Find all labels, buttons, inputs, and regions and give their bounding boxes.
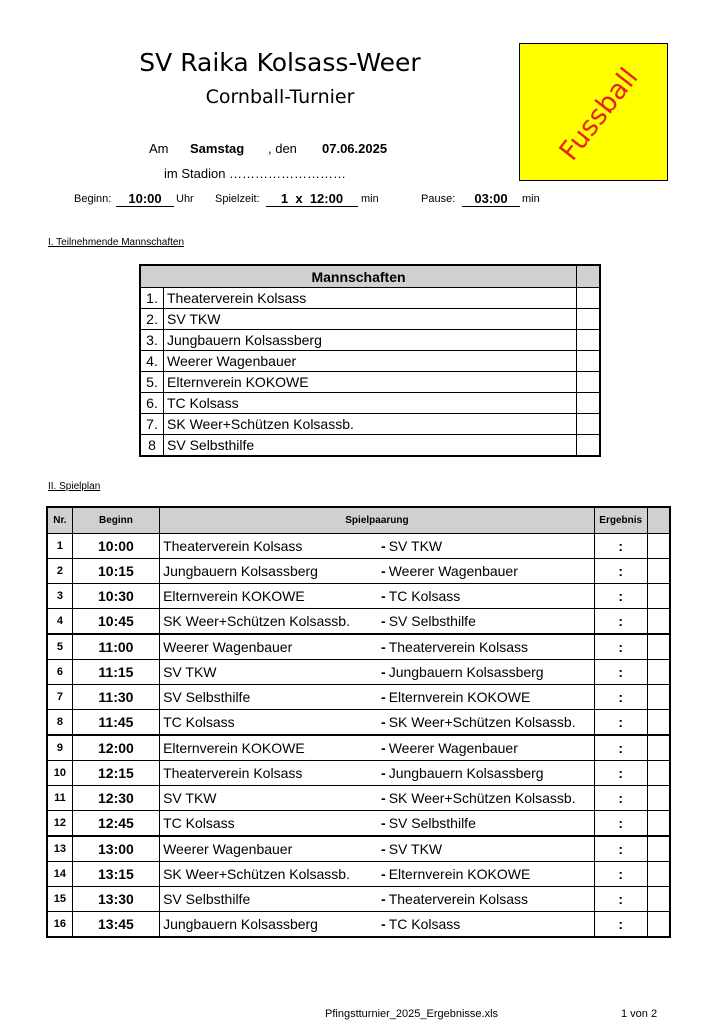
match-row: [47, 634, 670, 660]
schedule-table: [46, 506, 671, 938]
match-time: 12:45: [72, 811, 159, 837]
away-team: TC Kolsass: [386, 912, 595, 938]
home-team: SK Weer+Schützen Kolsassb.: [160, 862, 378, 887]
team-number: 3.: [140, 330, 164, 351]
match-time: 12:00: [72, 735, 159, 761]
match-number: 2: [47, 559, 72, 584]
team-name: Weerer Wagenbauer: [164, 351, 577, 372]
match-separator: -: [378, 534, 386, 559]
home-team: Weerer Wagenbauer: [160, 634, 378, 660]
match-time: 13:30: [72, 887, 159, 912]
match-time: 10:30: [72, 584, 159, 609]
match-row: [47, 559, 670, 584]
result-field[interactable]: :: [594, 786, 647, 811]
min-label-2: min: [522, 193, 540, 205]
away-team: Weerer Wagenbauer: [386, 559, 595, 584]
home-team: SV Selbsthilfe: [160, 887, 378, 912]
result-field[interactable]: :: [594, 836, 647, 862]
match-separator: -: [378, 912, 386, 938]
team-name: Jungbauern Kolsassberg: [164, 330, 577, 351]
result-extra-cell: [647, 634, 670, 660]
match-separator: -: [378, 584, 386, 609]
match-row: [47, 660, 670, 685]
result-extra-cell: [647, 836, 670, 862]
match-separator: -: [378, 887, 386, 912]
team-name: TC Kolsass: [164, 393, 577, 414]
sport-badge: [519, 43, 668, 181]
result-field[interactable]: :: [594, 534, 647, 559]
team-name: Elternverein KOKOWE: [164, 372, 577, 393]
result-extra-cell: [647, 887, 670, 912]
match-time: 13:00: [72, 836, 159, 862]
home-team: Jungbauern Kolsassberg: [160, 912, 378, 938]
match-time: 11:00: [72, 634, 159, 660]
event-date: 07.06.2025: [322, 141, 388, 156]
event-day: Samstag: [190, 141, 245, 156]
team-number: 7.: [140, 414, 164, 435]
match-separator: -: [378, 609, 386, 635]
match-number: 10: [47, 761, 72, 786]
match-time: 10:00: [72, 534, 159, 559]
match-number: 16: [47, 912, 72, 938]
match-separator: -: [378, 811, 386, 837]
match-time: 11:30: [72, 685, 159, 710]
pause-label: Pause:: [421, 193, 456, 205]
match-separator: -: [378, 761, 386, 786]
team-extra-cell: [577, 372, 601, 393]
team-name: SK Weer+Schützen Kolsassb.: [164, 414, 577, 435]
team-row: [140, 309, 600, 330]
home-team: SV Selbsthilfe: [160, 685, 378, 710]
match-row: [47, 912, 670, 938]
result-field[interactable]: :: [594, 811, 647, 837]
result-extra-cell: [647, 685, 670, 710]
result-extra-cell: [647, 761, 670, 786]
home-team: SK Weer+Schützen Kolsassb.: [160, 609, 378, 635]
teams-header: Mannschaften: [140, 265, 577, 288]
result-extra-cell: [647, 559, 670, 584]
teams-header-pad: [577, 265, 601, 288]
match-separator: -: [378, 660, 386, 685]
section-plan-heading: II. Spielplan: [48, 481, 101, 492]
match-row: [47, 609, 670, 635]
away-team: SK Weer+Schützen Kolsassb.: [386, 710, 595, 736]
beginn-value: 10:00: [116, 192, 174, 207]
result-extra-cell: [647, 710, 670, 736]
match-number: 6: [47, 660, 72, 685]
match-number: 15: [47, 887, 72, 912]
match-number: 7: [47, 685, 72, 710]
match-separator: -: [378, 786, 386, 811]
team-name: SV Selbsthilfe: [164, 435, 577, 457]
match-row: [47, 761, 670, 786]
result-field[interactable]: :: [594, 912, 647, 938]
result-field[interactable]: :: [594, 609, 647, 635]
team-extra-cell: [577, 330, 601, 351]
event-venue: im Stadion ………………………: [164, 166, 347, 181]
match-time: 12:15: [72, 761, 159, 786]
match-separator: -: [378, 685, 386, 710]
result-extra-cell: [647, 660, 670, 685]
result-extra-cell: [647, 811, 670, 837]
badge-label: Fussball: [553, 62, 645, 167]
match-separator: -: [378, 836, 386, 862]
team-extra-cell: [577, 414, 601, 435]
away-team: Jungbauern Kolsassberg: [386, 660, 595, 685]
match-separator: -: [378, 634, 386, 660]
match-row: [47, 836, 670, 862]
team-name: SV TKW: [164, 309, 577, 330]
team-row: [140, 372, 600, 393]
team-row: [140, 414, 600, 435]
result-extra-cell: [647, 862, 670, 887]
team-row: [140, 330, 600, 351]
match-number: 3: [47, 584, 72, 609]
home-team: TC Kolsass: [160, 811, 378, 837]
team-extra-cell: [577, 288, 601, 309]
match-separator: -: [378, 710, 386, 736]
match-row: [47, 685, 670, 710]
pause-value: 03:00: [462, 192, 520, 207]
away-team: Theaterverein Kolsass: [386, 634, 595, 660]
match-time: 13:45: [72, 912, 159, 938]
spielzeit-value: 1 x 12:00: [266, 192, 358, 207]
team-extra-cell: [577, 309, 601, 330]
away-team: SV TKW: [386, 534, 595, 559]
match-row: [47, 887, 670, 912]
match-time: 12:30: [72, 786, 159, 811]
team-number: 8: [140, 435, 164, 457]
result-field[interactable]: :: [594, 559, 647, 584]
match-separator: -: [378, 862, 386, 887]
result-extra-cell: [647, 912, 670, 938]
away-team: Jungbauern Kolsassberg: [386, 761, 595, 786]
team-row: [140, 393, 600, 414]
col-spielpaarung: Spielpaarung: [160, 507, 595, 534]
team-number: 6.: [140, 393, 164, 414]
result-extra-cell: [647, 584, 670, 609]
match-time: 11:45: [72, 710, 159, 736]
match-time: 10:45: [72, 609, 159, 635]
result-field[interactable]: :: [594, 710, 647, 736]
min-label-1: min: [361, 193, 379, 205]
home-team: SV TKW: [160, 660, 378, 685]
footer-page-number: 1 von 2: [621, 1008, 658, 1020]
result-field[interactable]: :: [594, 685, 647, 710]
home-team: Theaterverein Kolsass: [160, 534, 378, 559]
match-number: 11: [47, 786, 72, 811]
match-row: [47, 534, 670, 559]
match-row: [47, 710, 670, 736]
uhr-label: Uhr: [176, 193, 194, 205]
team-extra-cell: [577, 393, 601, 414]
page-subtitle: Cornball-Turnier: [205, 86, 355, 108]
result-field[interactable]: :: [594, 887, 647, 912]
team-number: 5.: [140, 372, 164, 393]
home-team: Weerer Wagenbauer: [160, 836, 378, 862]
home-team: TC Kolsass: [160, 710, 378, 736]
home-team: Theaterverein Kolsass: [160, 761, 378, 786]
away-team: SV Selbsthilfe: [386, 609, 595, 635]
team-extra-cell: [577, 435, 601, 457]
spielzeit-label: Spielzeit:: [215, 193, 260, 205]
match-row: [47, 786, 670, 811]
match-number: 12: [47, 811, 72, 837]
home-team: Elternverein KOKOWE: [160, 584, 378, 609]
match-separator: -: [378, 735, 386, 761]
away-team: SV Selbsthilfe: [386, 811, 595, 837]
match-number: 9: [47, 735, 72, 761]
result-extra-cell: [647, 786, 670, 811]
away-team: SV TKW: [386, 836, 595, 862]
home-team: Jungbauern Kolsassberg: [160, 559, 378, 584]
result-extra-cell: [647, 735, 670, 761]
match-time: 13:15: [72, 862, 159, 887]
col-beginn: Beginn: [72, 507, 159, 534]
match-number: 8: [47, 710, 72, 736]
teams-table: [139, 264, 601, 457]
away-team: Weerer Wagenbauer: [386, 735, 595, 761]
team-row: [140, 435, 600, 457]
away-team: Theaterverein Kolsass: [386, 887, 595, 912]
match-number: 4: [47, 609, 72, 635]
away-team: Elternverein KOKOWE: [386, 862, 595, 887]
team-number: 2.: [140, 309, 164, 330]
den-label: , den: [268, 141, 297, 156]
match-time: 11:15: [72, 660, 159, 685]
col-ergebnis: Ergebnis: [594, 507, 647, 534]
team-row: [140, 351, 600, 372]
beginn-label: Beginn:: [74, 193, 112, 205]
result-field[interactable]: :: [594, 735, 647, 761]
match-separator: -: [378, 559, 386, 584]
team-number: 4.: [140, 351, 164, 372]
match-number: 14: [47, 862, 72, 887]
match-number: 1: [47, 534, 72, 559]
col-nr: Nr.: [47, 507, 72, 534]
match-number: 5: [47, 634, 72, 660]
col-pad: [647, 507, 670, 534]
result-extra-cell: [647, 534, 670, 559]
match-time: 10:15: [72, 559, 159, 584]
page-title: SV Raika Kolsass-Weer: [139, 48, 421, 77]
team-name: Theaterverein Kolsass: [164, 288, 577, 309]
team-row: [140, 288, 600, 309]
match-row: [47, 584, 670, 609]
section-teams-heading: I. Teilnehmende Mannschaften: [48, 237, 185, 248]
match-row: [47, 735, 670, 761]
result-field[interactable]: :: [594, 634, 647, 660]
team-extra-cell: [577, 351, 601, 372]
team-number: 1.: [140, 288, 164, 309]
away-team: TC Kolsass: [386, 584, 595, 609]
home-team: Elternverein KOKOWE: [160, 735, 378, 761]
result-field[interactable]: :: [594, 862, 647, 887]
result-field[interactable]: :: [594, 660, 647, 685]
home-team: SV TKW: [160, 786, 378, 811]
result-extra-cell: [647, 609, 670, 635]
match-number: 13: [47, 836, 72, 862]
away-team: SK Weer+Schützen Kolsassb.: [386, 786, 595, 811]
away-team: Elternverein KOKOWE: [386, 685, 595, 710]
match-row: [47, 862, 670, 887]
result-field[interactable]: :: [594, 584, 647, 609]
footer-filename: Pfingstturnier_2025_Ergebnisse.xls: [325, 1008, 499, 1020]
result-field[interactable]: :: [594, 761, 647, 786]
am-label: Am: [149, 141, 169, 156]
match-row: [47, 811, 670, 837]
